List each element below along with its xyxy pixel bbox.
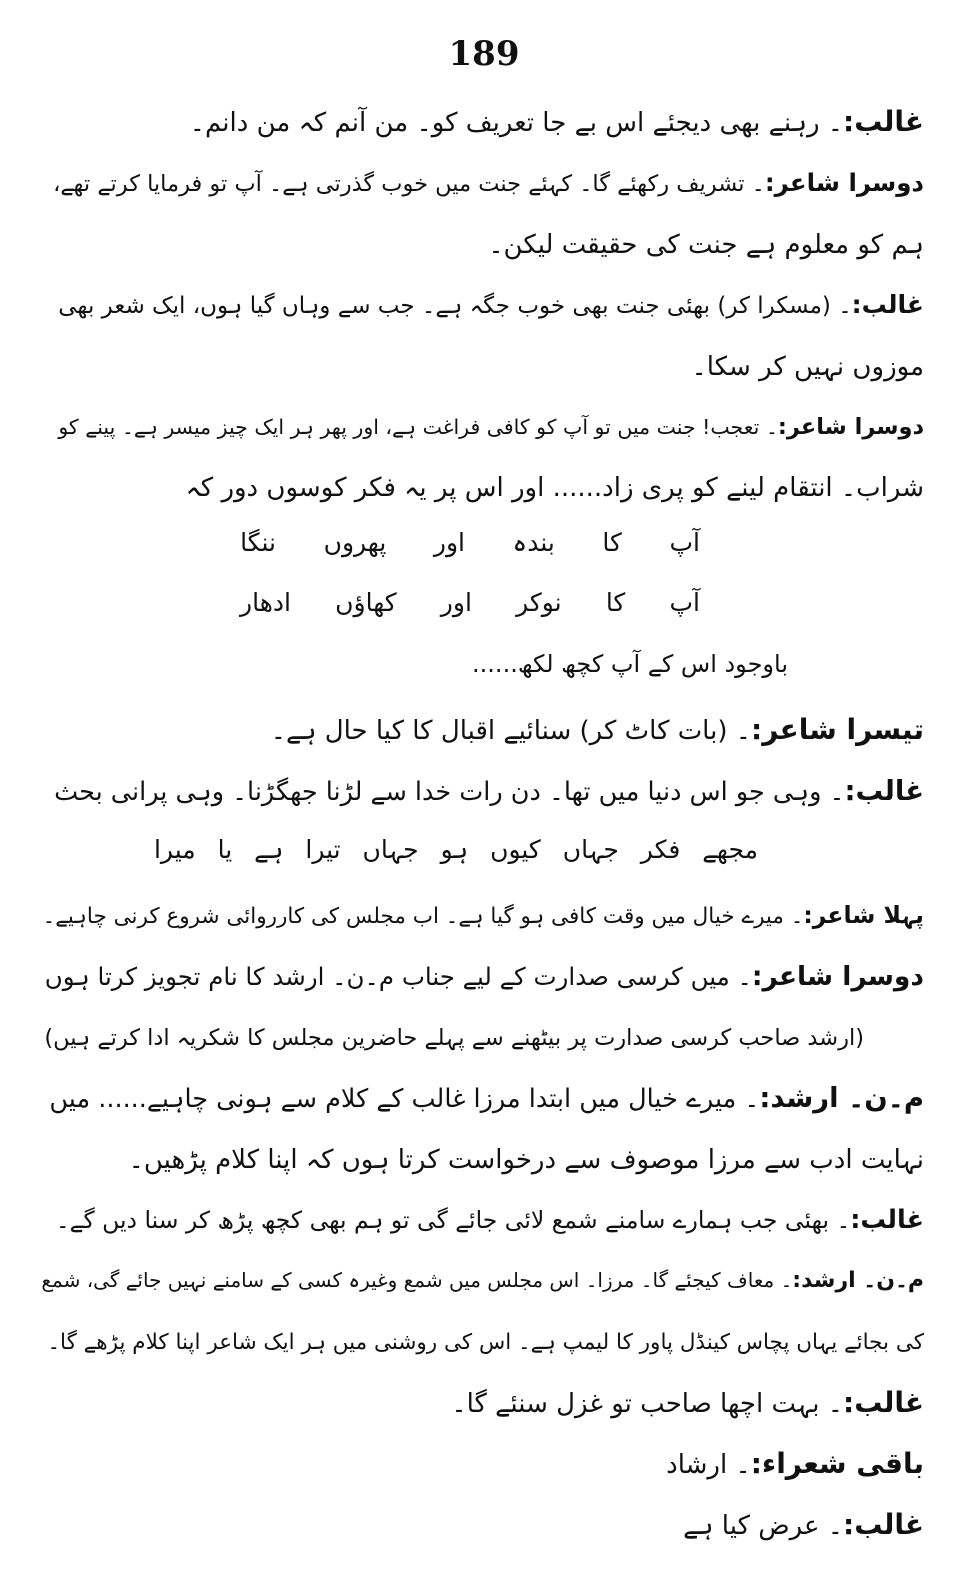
- continuation-line: باوجود اس کے آپ کچھ لکھ......: [472, 650, 788, 678]
- dialogue-text: شراب۔ انتقام لینے کو پری زاد...... اور اس پر یہ فکر کوسوں دور کہ: [185, 473, 924, 503]
- dialogue-text: ۔ تشریف رکھئے گا۔ کہئے جنت میں خوب گذرتی ہے۔ آپ تو فرمایا کرتے تھے،: [53, 171, 765, 197]
- verse-word: پھروں: [323, 528, 387, 557]
- verse-word: اور: [433, 528, 465, 557]
- dialogue-text: ۔ تعجب! جنت میں تو آپ کو کافی فراغت ہے، اور پھر ہر ایک چیز میسر ہے۔ پینے کو: [58, 415, 778, 439]
- dialogue-line: [40, 92, 924, 153]
- dialogue-line: [40, 1434, 924, 1495]
- dialogue-text: ہم کو معلوم ہے جنت کی حقیقت لیکن۔: [488, 230, 924, 260]
- speaker-name: باقی شعراء:: [750, 1447, 924, 1480]
- dialogue-text: (ارشد صاحب کرسی صدارت پر بیٹھنے سے پہلے حاضرین مجلس کا شکریہ ادا کرتے ہیں): [44, 1025, 864, 1051]
- verse-word: نوکر: [516, 588, 562, 617]
- verse-word: ادھار: [240, 588, 291, 617]
- dialogue-text: موزوں نہیں کر سکا۔: [691, 352, 924, 382]
- speaker-name: غالب:: [843, 1508, 924, 1541]
- verse-word: آپ: [669, 528, 700, 557]
- dialogue-line: [40, 700, 924, 761]
- dialogue-text: ۔ معاف کیجئے گا۔ مرزا۔ اس مجلس میں شمع وغیرہ کسی کے سامنے نہیں جائے گی، شمع: [41, 1268, 793, 1292]
- verse-word: اور: [440, 588, 472, 617]
- dialogue-line: [40, 1190, 924, 1250]
- dialogue-line: [40, 397, 924, 457]
- verse-word: بندہ: [512, 528, 555, 557]
- dialogue-block-2: [40, 700, 924, 822]
- speaker-name: غالب:: [843, 1386, 924, 1419]
- speaker-name: غالب:: [850, 1205, 924, 1235]
- dialogue-line: [40, 1373, 924, 1434]
- verse-line-3: مجھے فکر جہاں کیوں ہو جہاں تیرا ہے یا میرا: [153, 835, 758, 864]
- dialogue-line: [40, 947, 924, 1007]
- verse-line-2: [240, 588, 700, 617]
- dialogue-text: ۔ (بات کاٹ کر) سنائیے اقبال کا کیا حال ہے۔: [270, 716, 751, 746]
- dialogue-text: ۔ وہی جو اس دنیا میں تھا۔ دن رات خدا سے لڑنا جھگڑنا۔ وہی پرانی بحث: [54, 777, 845, 807]
- dialogue-text: ۔ (مسکرا کر) بھئی جنت بھی خوب جگہ ہے۔ جب سے وہاں گیا ہوں، ایک شعر بھی: [58, 293, 852, 319]
- speaker-name: غالب:: [843, 105, 924, 138]
- speaker-name: تیسرا شاعر:: [751, 713, 924, 746]
- speaker-name: غالب:: [851, 290, 924, 319]
- dialogue-text: ۔ میں کرسی صدارت کے لیے جناب م۔ن۔ ارشد کا نام تجویز کرتا ہوں: [44, 962, 752, 991]
- dialogue-text: ۔ بہت اچھا صاحب تو غزل سنئے گا۔: [451, 1389, 843, 1419]
- dialogue-line: [40, 885, 924, 947]
- dialogue-block-3: [40, 885, 924, 1556]
- dialogue-text: نہایت ادب سے مرزا موصوف سے درخواست کرتا ہوں کہ اپنا کلام پڑھیں۔: [128, 1145, 924, 1175]
- dialogue-line: [40, 761, 924, 822]
- dialogue-line: [40, 336, 924, 397]
- verse-word: کا: [602, 528, 622, 557]
- speaker-name: دوسرا شاعر:: [777, 414, 924, 440]
- dialogue-line: [40, 214, 924, 275]
- verse-line-1: [240, 528, 700, 557]
- dialogue-line: [40, 1250, 924, 1311]
- verse-word: ننگا: [240, 528, 276, 557]
- verse-word: کھاؤں: [335, 588, 397, 617]
- dialogue-line: [40, 457, 924, 518]
- dialogue-line: [40, 1311, 924, 1373]
- dialogue-text: ۔ ارشاد: [666, 1450, 751, 1480]
- dialogue-text: ۔ میرے خیال میں وقت کافی ہو گیا ہے۔ اب مجلس کی کارروائی شروع کرنی چاہیے۔: [42, 904, 804, 929]
- page-number: 189: [448, 34, 520, 74]
- speaker-name: م۔ن۔ ارشد:: [792, 1268, 924, 1293]
- speaker-name: م۔ن۔ ارشد:: [759, 1082, 924, 1114]
- dialogue-text: ۔ بھئی جب ہمارے سامنے شمع لائی جائے گی تو ہم بھی کچھ پڑھ کر سنا دیں گے۔: [55, 1206, 851, 1234]
- dialogue-text: کی بجائے یہاں پچاس کینڈل پاور کا لیمپ ہے۔ اس کی روشنی میں ہر ایک شاعر اپنا کلام پڑھے گا۔: [47, 1330, 924, 1355]
- speaker-name: غالب:: [844, 775, 924, 807]
- dialogue-line: [40, 1495, 924, 1556]
- dialogue-line: [40, 153, 924, 214]
- dialogue-line: [40, 1129, 924, 1190]
- stage-direction: [40, 1007, 924, 1068]
- dialogue-block-1: [40, 92, 924, 518]
- speaker-name: دوسرا شاعر:: [764, 168, 924, 197]
- dialogue-line: [40, 275, 924, 336]
- dialogue-text: ۔ رہنے بھی دیجئے اس بے جا تعریف کو۔ من آنم کہ من دانم۔: [189, 108, 843, 138]
- dialogue-text: ۔ میرے خیال میں ابتدا مرزا غالب کے کلام سے ہونی چاہیے...... میں: [49, 1084, 760, 1114]
- dialogue-line: [40, 1068, 924, 1129]
- speaker-name: پہلا شاعر:: [803, 901, 924, 929]
- speaker-name: دوسرا شاعر:: [751, 961, 924, 992]
- verse-word: آپ: [669, 588, 700, 617]
- dialogue-text: ۔ عرض کیا ہے: [683, 1511, 843, 1541]
- verse-word: کا: [605, 588, 626, 617]
